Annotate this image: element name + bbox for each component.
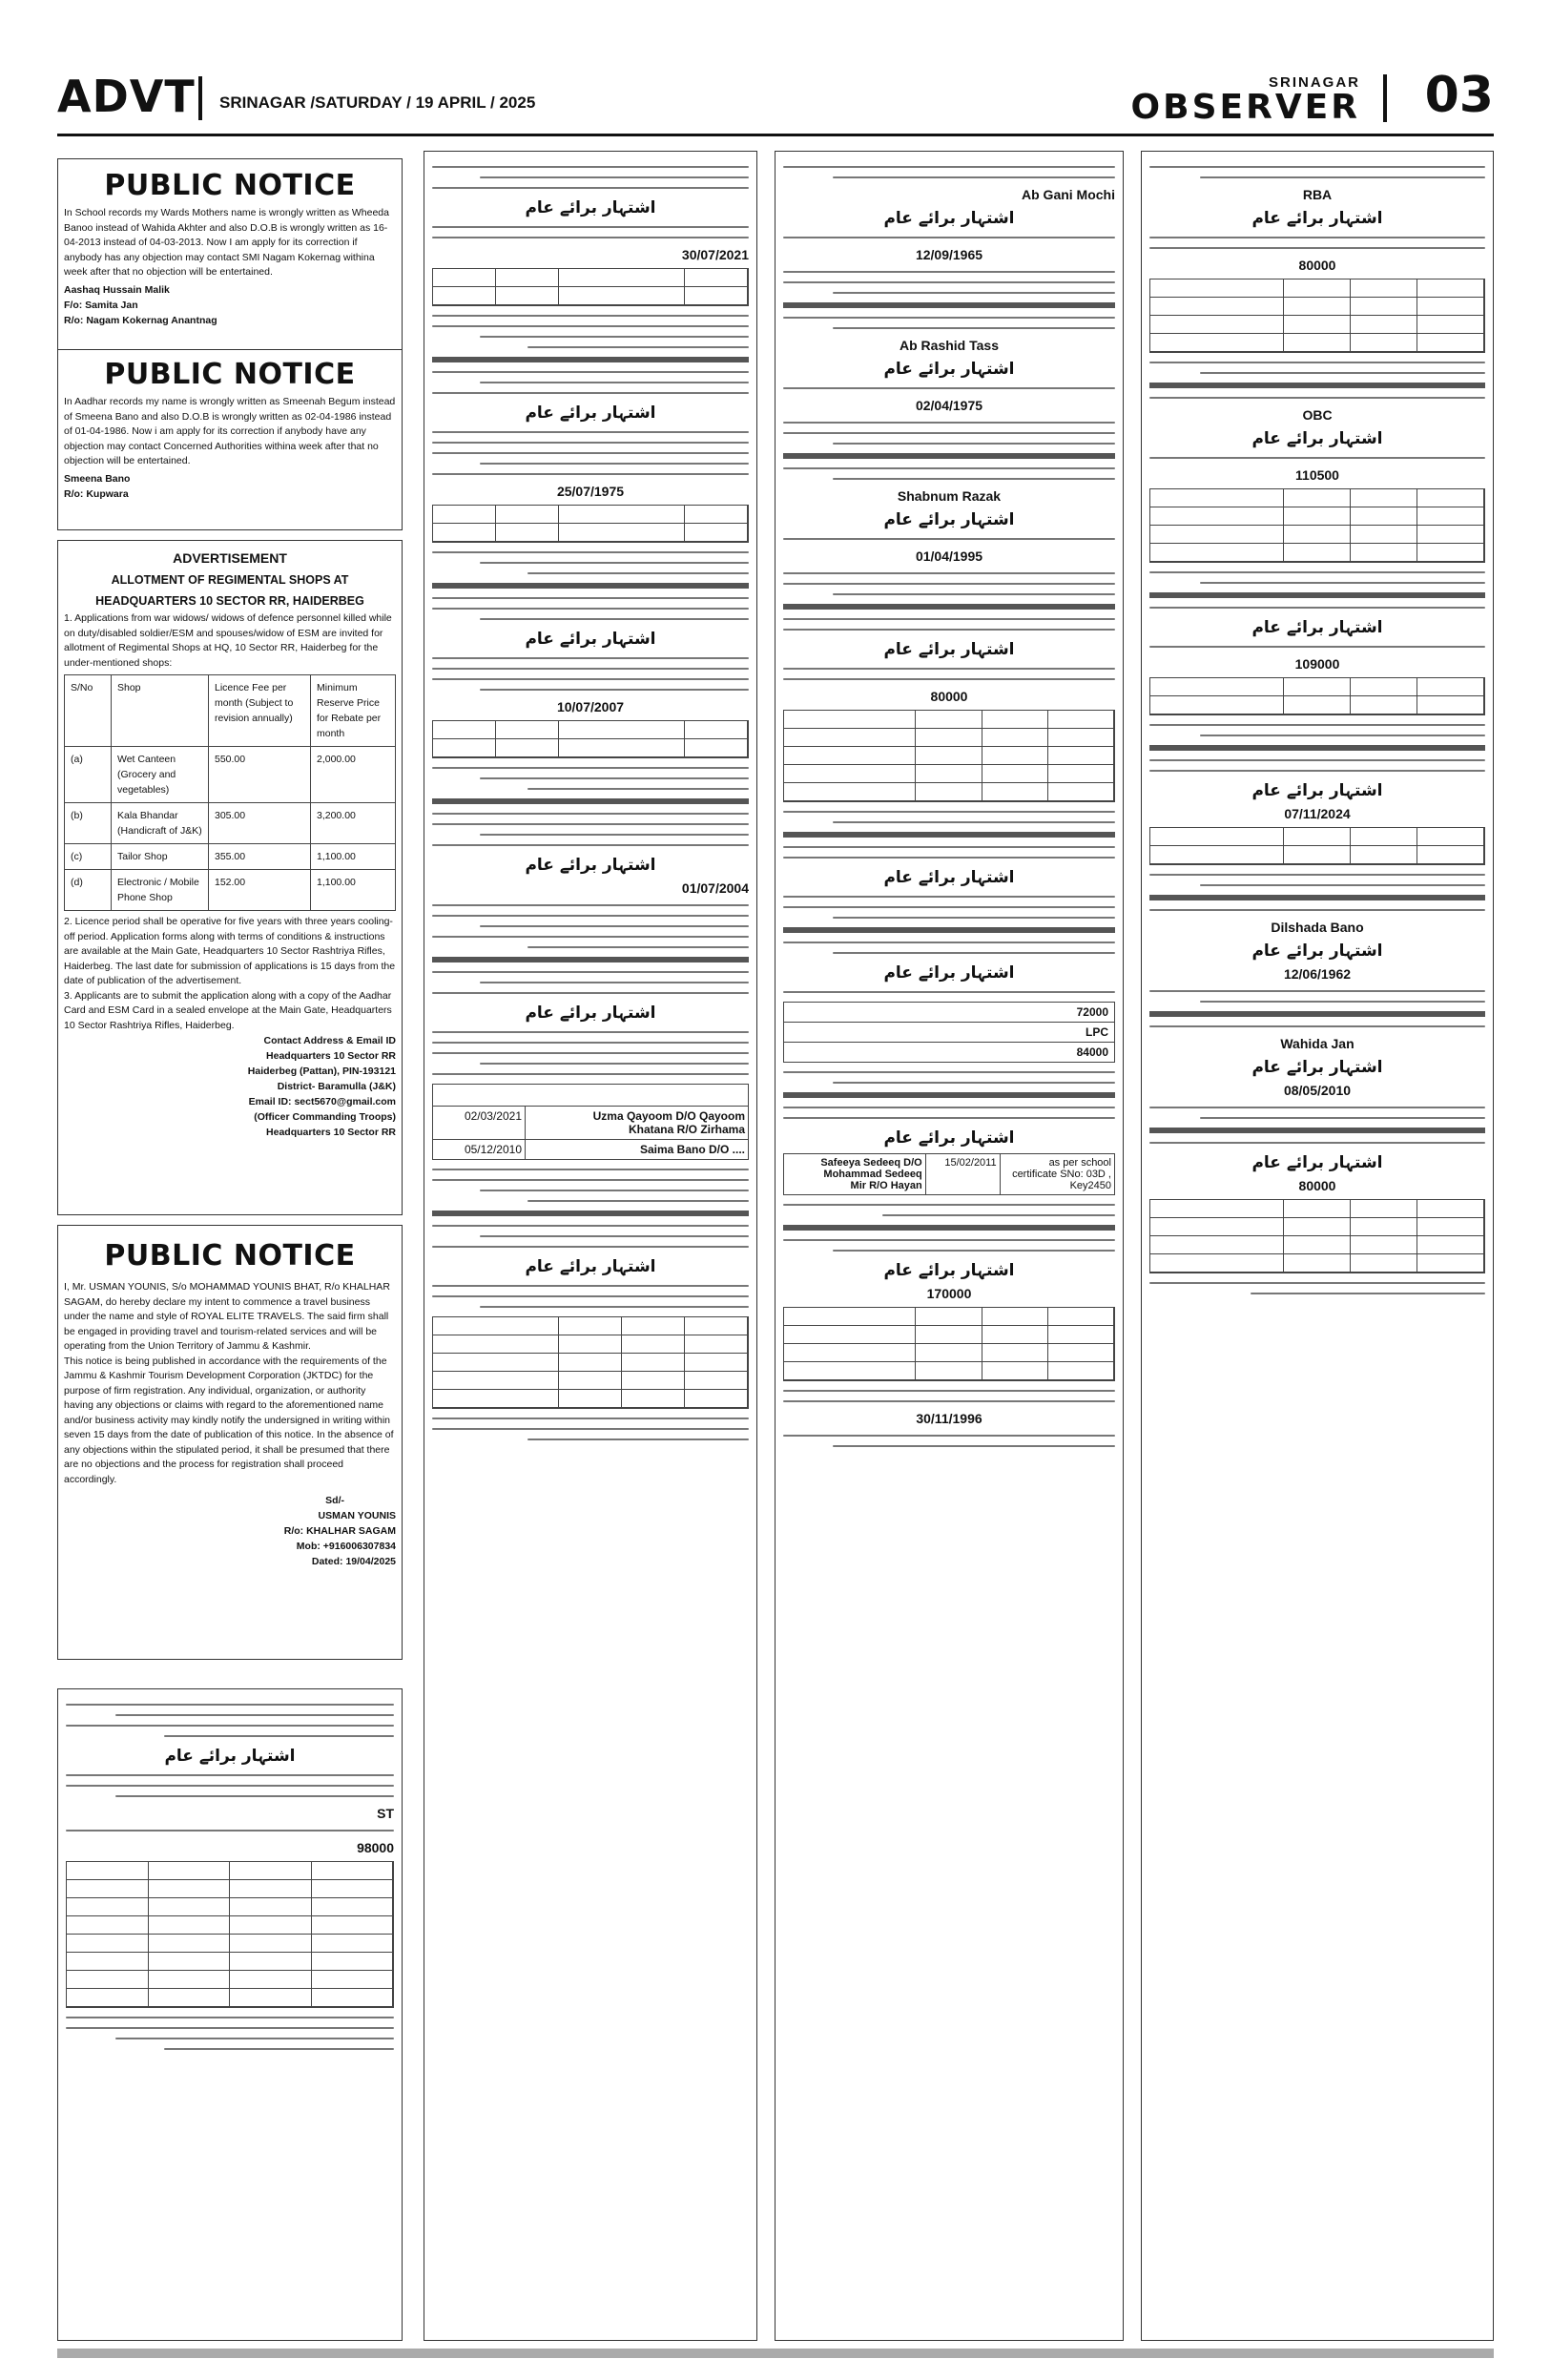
urdu-table-cell: 05/12/2010	[433, 1140, 526, 1159]
urdu-latin-figure: 80000	[1298, 1178, 1336, 1193]
contact-line: Haiderbeg (Pattan), PIN-193121	[247, 1066, 396, 1077]
urdu-latin-figure: 30/07/2021	[681, 247, 749, 262]
table-cell: 2,000.00	[311, 747, 396, 803]
urdu-notice-col1	[57, 1688, 403, 2341]
table-cell: (b)	[65, 803, 112, 844]
page-number: 03	[1424, 67, 1494, 124]
advertisement-para-3: 3. Applicants are to submit the application along with a copy of the Aadhar Card and ESM Card in a sealed envelope at the Main Gate, Headquarters 10 Sector Rashtriya Rifles, Haiderbeg.	[64, 989, 392, 1031]
table-cell: (c)	[65, 844, 112, 870]
urdu-latin-figure: OBC	[1302, 407, 1333, 423]
urdu-table-cell: 72000	[784, 1003, 1114, 1023]
notice-signature-relation: F/o: Samita Jan	[64, 299, 138, 311]
table-header-row	[65, 675, 396, 747]
urdu-latin-figure: 170000	[926, 1286, 972, 1301]
signature-line: R/o: KHALHAR SAGAM	[283, 1525, 396, 1537]
advertisement-subtitle-1: ALLOTMENT OF REGIMENTAL SHOPS AT	[111, 573, 349, 587]
table-cell: 355.00	[209, 844, 311, 870]
public-notice-2	[57, 349, 403, 530]
contact-line: (Officer Commanding Troops)	[254, 1111, 396, 1123]
urdu-latin-figure: 109000	[1294, 656, 1340, 672]
notice-title: PUBLIC NOTICE	[104, 169, 356, 202]
urdu-latin-figure: Dilshada Bano	[1271, 920, 1364, 935]
advertisement-subtitle-2: HEADQUARTERS 10 SECTOR RR, HAIDERBEG	[95, 594, 364, 608]
table-row	[65, 747, 396, 803]
urdu-table-cell: Saima Bano D/O ....	[639, 1143, 745, 1156]
urdu-latin-figure: 07/11/2024	[1284, 806, 1351, 821]
urdu-table-cell: Mohammad Sedeeq	[823, 1169, 922, 1180]
urdu-latin-figure: Wahida Jan	[1280, 1036, 1355, 1051]
shops-table	[64, 674, 396, 911]
column-header: Minimum Reserve Price for Rebate per month	[311, 675, 396, 747]
advertisement-title: ADVERTISEMENT	[173, 550, 287, 566]
column-header: Licence Fee per month (Subject to revision annually)	[209, 675, 311, 747]
brand-logo: OBSERVER	[1130, 88, 1360, 127]
urdu-latin-figure: 10/07/2007	[556, 699, 625, 714]
notice-body: This notice is being published in accordance with the requirements of the Jammu & Kashmir Tourism Development Corporation (JKTDC) for the purpose of firm registration. Any individual, organization, or authority having any objections or claims with regard to the aforementioned name and/or business activity may kindly notify the undersigned in writing within seven 15 days from the date of publication of this notice. In the absence of any objections within the stipulated period, it shall be presumed that there are no objections and the process for registration shall proceed accordingly.	[64, 1355, 394, 1485]
urdu-table	[66, 1861, 394, 2008]
table-cell: 1,100.00	[311, 844, 396, 870]
dateline: SRINAGAR /SATURDAY / 19 APRIL / 2025	[219, 93, 536, 112]
urdu-table-cell: 84000	[1076, 1045, 1108, 1059]
signature-line: Mob: +916006307834	[296, 1541, 396, 1552]
section-label: ADVT	[57, 71, 196, 122]
table-cell: 3,200.00	[311, 803, 396, 844]
urdu-latin-figure: Ab Gani Mochi	[1022, 187, 1115, 202]
notice-signature-address: R/o: Kupwara	[64, 487, 129, 500]
notice-body: In Aadhar records my name is wrongly written as Smeenah Begum instead of Smeena Bano and also D.O.B is wrongly written as 02-04-1986 instead of 01-04-1986. Now i am apply for its correction if anybody have any objection may contact Concerned Authorities withina week after that no objection will be entertained.	[64, 396, 396, 466]
urdu-latin-figure: RBA	[1302, 187, 1333, 202]
notice-body: I, Mr. USMAN YOUNIS, S/o MOHAMMAD YOUNIS BHAT, R/o KHALHAR SAGAM, do hereby declare my intent to commence a travel business under the name and style of ROYAL ELITE TRAVELS. The said firm shall be engaged in providing travel and tourism-related services and will be operating from the Union Territory of Jammu & Kashmir.	[64, 1281, 390, 1352]
urdu-notices-col2: اشتہار برائے عام 30/07/2021 اشتہار برائے عام 25/07/1975 اشتہار برائے عام 10/07/2007 اشتہار برائے عام 01/07/2004 اشتہار برائے عام 02/03/2021 Uzma Qayoom D/O Qayoom Khatana R/O Zirhama 05/12/2010 Saima Bano D/O .... اشتہار برائے عام	[424, 151, 757, 2341]
table-cell: 305.00	[209, 803, 311, 844]
brand-city: SRINAGAR	[1268, 74, 1360, 91]
urdu-latin-figure: 08/05/2010	[1283, 1083, 1352, 1098]
signature-line: Dated: 19/04/2025	[311, 1556, 396, 1567]
urdu-notices-col3: Ab Gani Mochi اشتہار برائے عام 12/09/1965 Ab Rashid Tass اشتہار برائے عام 02/04/1975 Shabnum Razak اشتہار برائے عام 01/04/1995 اشتہار برائے عام 80000 اشتہار برائے عام اشتہار برائے عام 72000 LPC 84000 اشتہار برائے عام Safeeya Sedeeq D/O Mohammad Sedeeq Mir R/O Hayan 15/02/2011 as per school certificate SNo: 03D , Key2450 اشتہار برائے عام 170000 30/11/1996	[775, 151, 1124, 2341]
urdu-latin-figure: 02/04/1975	[915, 398, 983, 413]
urdu-table-cell: Khatana R/O Zirhama	[628, 1123, 745, 1136]
urdu-latin-figure: ST	[377, 1806, 394, 1821]
urdu-latin-figure: 98000	[357, 1840, 394, 1855]
urdu-latin-figure: 25/07/1975	[556, 484, 625, 499]
masthead	[57, 57, 1494, 134]
table-row	[65, 844, 396, 870]
urdu-latin-figure: Ab Rashid Tass	[900, 338, 999, 353]
signature-line: USMAN YOUNIS	[318, 1510, 396, 1521]
urdu-latin-figure: 12/06/1962	[1283, 966, 1352, 982]
urdu-table-cell: Mir R/O Hayan	[850, 1180, 922, 1191]
table-cell: Electronic / Mobile Phone Shop	[112, 870, 209, 911]
header-divider	[198, 76, 202, 120]
urdu-latin-figure: 80000	[1298, 258, 1336, 273]
advertisement-regimental-shops	[57, 540, 403, 1215]
public-notice-3	[57, 1225, 403, 1660]
urdu-latin-figure: 01/04/1995	[915, 548, 983, 564]
urdu-latin-figure: 12/09/1965	[915, 247, 983, 262]
urdu-table-cell: Safeeya Sedeeq D/O	[820, 1157, 922, 1169]
table-cell: Wet Canteen (Grocery and vegetables)	[112, 747, 209, 803]
notice-signature-address: R/o: Nagam Kokernag Anantnag	[64, 314, 217, 326]
table-cell: 1,100.00	[311, 870, 396, 911]
contact-line: Headquarters 10 Sector RR	[266, 1050, 396, 1062]
notice-signature-name: Smeena Bano	[64, 472, 131, 485]
urdu-table-cell: LPC	[784, 1023, 1114, 1043]
urdu-latin-figure: 30/11/1996	[916, 1411, 982, 1426]
urdu-table-cell: as per school certificate SNo: 03D , Key2450	[1012, 1157, 1111, 1191]
notice-signature-name: Aashaq Hussain Malik	[64, 283, 170, 296]
table-row	[65, 803, 396, 844]
table-row	[65, 870, 396, 911]
contact-line: District- Baramulla (J&K)	[277, 1081, 396, 1092]
contact-line: Contact Address & Email ID	[263, 1035, 396, 1046]
advertisement-para-2: 2. Licence period shall be operative for five years with three years cooling-off period. Application forms along with terms of conditions & instructions are available at the Main Gate, Headquarters 10 Sector Rashtriya Rifles, Haiderbeg. The last date for submission of applications is 15 days from the date of publication of the advertisement.	[64, 916, 396, 986]
column-header: S/No	[65, 675, 112, 747]
urdu-table-cell: 15/02/2011	[926, 1154, 1001, 1194]
notice-body: In School records my Wards Mothers name is wrongly written as Wheeda Banoo instead of Wahida Akhter and also D.O.B is wrongly written as 16-04-2013 instead of 04-03-2013. Now I am apply for its correction if anybody has any objection may contact SMI Nagam Kokernag withina week after that no objection will be entertained.	[64, 207, 389, 278]
table-cell: 152.00	[209, 870, 311, 911]
urdu-heading: اشتہار برائے عام	[164, 1747, 296, 1766]
table-cell: (d)	[65, 870, 112, 911]
table-cell: (a)	[65, 747, 112, 803]
urdu-latin-figure: 80000	[930, 689, 968, 704]
contact-line: Headquarters 10 Sector RR	[266, 1127, 396, 1138]
footer-rule	[57, 2349, 1494, 2358]
urdu-table-cell: 02/03/2021	[433, 1107, 526, 1139]
urdu-latin-figure: 110500	[1295, 467, 1339, 483]
urdu-latin-figure: 01/07/2004	[681, 880, 749, 896]
notice-title: PUBLIC NOTICE	[104, 1239, 356, 1273]
column-header: Shop	[112, 675, 209, 747]
urdu-latin-figure: Shabnum Razak	[897, 488, 1002, 504]
urdu-table-cell: Uzma Qayoom D/O Qayoom	[592, 1109, 745, 1123]
table-cell: Tailor Shop	[112, 844, 209, 870]
signature-line: Sd/-	[325, 1495, 344, 1506]
table-cell: Kala Bhandar (Handicraft of J&K)	[112, 803, 209, 844]
contact-email: Email ID: sect5670@gmail.com	[248, 1096, 396, 1107]
table-cell: 550.00	[209, 747, 311, 803]
notice-title: PUBLIC NOTICE	[104, 358, 356, 391]
header-divider-right	[1383, 74, 1387, 122]
header-rule	[57, 134, 1494, 136]
advertisement-intro: 1. Applications from war widows/ widows of defence personnel killed while on duty/disabled soldier/ESM and spouses/widow of ESM are invited for allotment of Regimental Shops at HQ, 10 Sector RR, Haiderbeg for the under-mentioned shops:	[64, 612, 392, 669]
urdu-notices-col4: RBA اشتہار برائے عام 80000 OBC اشتہار برائے عام 110500 اشتہار برائے عام 109000 اشتہار برائے عام 07/11/2024 Dilshada Bano اشتہار برائے عام 12/06/1962 Wahida Jan اشتہار برائے عام 08/05/2010 اشتہار برائے عام 80000	[1141, 151, 1494, 2341]
